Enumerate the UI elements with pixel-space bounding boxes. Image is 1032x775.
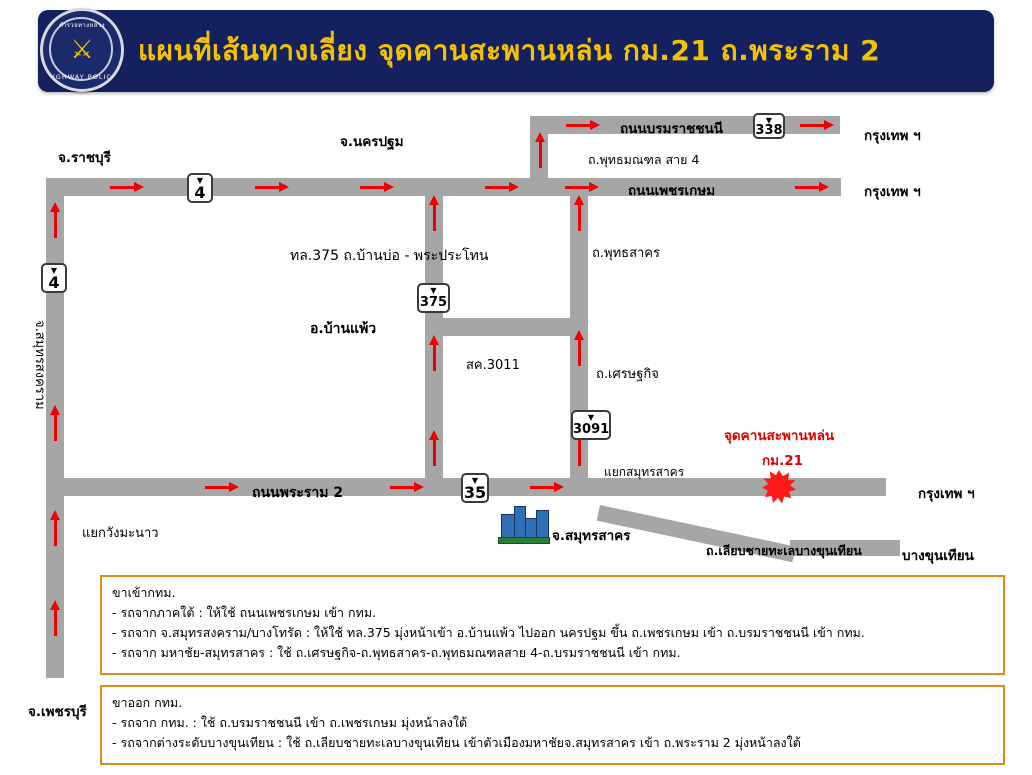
note-inbound-heading: ขาเข้ากทม. — [112, 585, 176, 600]
label-wang-manao-junction: แยกวังมะนาว — [82, 526, 159, 541]
note-box-inbound — [100, 575, 1005, 675]
label-sk-3011: สค.3011 — [466, 358, 520, 373]
shield-375: ▼ 375 — [417, 283, 450, 313]
shield-338: ▼ 338 — [753, 113, 785, 139]
logo-top-text: ตำรวจทางหลวง — [59, 22, 105, 29]
note-inbound-line-1: - รถจากภาคใต้ : ให้ใช้ ถนนเพชรเกษม เข้า กทม. — [112, 605, 377, 620]
page-title: แผนที่เส้นทางเลี่ยง จุดคานสะพานหล่น กม.21 ถ.พระราม 2 — [138, 34, 881, 67]
label-route-375-name: ทล.375 ถ.บ้านบ่อ - พระประโทน — [290, 248, 489, 264]
label-samut-sakhon-junction: แยกสมุทรสาคร — [604, 465, 685, 479]
label-bangkok-mid: กรุงเทพ ฯ — [864, 184, 921, 200]
label-incident-km: กม.21 — [762, 453, 803, 469]
label-phutthasakhon: ถ.พุทธสาคร — [592, 246, 660, 261]
logo-bottom-text: HIGHWAY POLICE — [47, 73, 117, 81]
label-bangkhunthian-coastal: ถ.เลียบชายทะเลบางขุนเทียน — [706, 543, 862, 558]
city-buildings-icon — [498, 506, 550, 544]
note-outbound-line-1: - รถจาก กทม. : ใช้ ถ.บรมราชชนนี เข้า ถ.เพชรเกษม มุ่งหน้าลงใต้ — [112, 715, 468, 730]
label-phetkasem: ถนนเพชรเกษม — [628, 183, 716, 199]
note-box-outbound — [100, 685, 1005, 765]
shield-3091: ▼ 3091 — [571, 410, 611, 440]
shield-tick-icon: ▼ — [196, 176, 204, 185]
shield-tick-icon: ▼ — [471, 476, 479, 485]
shield-tick-icon: ▼ — [765, 116, 773, 125]
note-outbound-heading: ขาออก กทม. — [112, 695, 183, 710]
explosion-burst-icon — [762, 470, 796, 504]
label-samut-songkhram: จ.สมุทรสงคราม — [32, 320, 47, 410]
label-setthakit: ถ.เศรษฐกิจ — [596, 367, 659, 382]
label-borommaratchachonnani: ถนนบรมราชชนนี — [620, 121, 723, 137]
shield-tick-icon: ▼ — [587, 413, 595, 422]
shield-35: ▼ 35 — [461, 473, 489, 503]
label-ratchaburi: จ.ราชบุรี — [58, 150, 111, 166]
note-outbound-line-2: - รถจากต่างระดับบางขุนเทียน : ใช้ ถ.เลียบชายทะเลบางขุนเทียน เข้าตัวเมืองมหาชัยจ.สมุทรสาคร เข้า ถ.พระราม 2 มุ่งหน้าลงใต้ — [112, 735, 801, 750]
header-banner — [38, 10, 994, 92]
label-phutthamonthon-sai4: ถ.พุทธมณฑล สาย 4 — [588, 152, 700, 167]
label-bangkok-top: กรุงเทพ ฯ — [864, 128, 921, 144]
label-nakhon-pathom: จ.นครปฐม — [340, 134, 404, 150]
shield-tick-icon: ▼ — [50, 266, 58, 275]
label-bangkok-bottom: กรุงเทพ ฯ — [918, 486, 975, 502]
note-inbound-line-2: - รถจาก จ.สมุทรสงคราม/บางโทรัด : ให้ใช้ ทล.375 มุ่งหน้าเข้า อ.บ้านแพ้ว ไปออก นครปฐม ขึ้น ถ.เพชรเกษม เข้า ถ.บรมราชชนนี เข้า กทม. — [112, 625, 865, 640]
note-inbound-line-3: - รถจาก มหาชัย-สมุทรสาคร : ใช้ ถ.เศรษฐกิจ-ถ.พุทธสาคร-ถ.พุทธมณฑลสาย 4-ถ.บรมราชชนนี เข้า กทม. — [112, 645, 681, 660]
shield-4-left: ▼ 4 — [41, 263, 67, 293]
label-phetchaburi: จ.เพชรบุรี — [28, 704, 87, 720]
label-incident-title: จุดคานสะพานหล่น — [724, 428, 835, 444]
shield-4-top: ▼ 4 — [187, 173, 213, 203]
label-bang-khun-thian: บางขุนเทียน — [902, 548, 974, 564]
road-sk-3011 — [425, 318, 588, 336]
label-samut-sakhon-province: จ.สมุทรสาคร — [552, 528, 631, 544]
shield-tick-icon: ▼ — [430, 286, 437, 295]
label-rama-2: ถนนพระราม 2 — [252, 485, 344, 501]
police-emblem-icon: ⚔ — [70, 35, 94, 65]
road-phetkasem — [46, 178, 841, 196]
label-ban-phaeo: อ.บ้านแพ้ว — [310, 321, 377, 337]
police-logo — [40, 8, 124, 92]
